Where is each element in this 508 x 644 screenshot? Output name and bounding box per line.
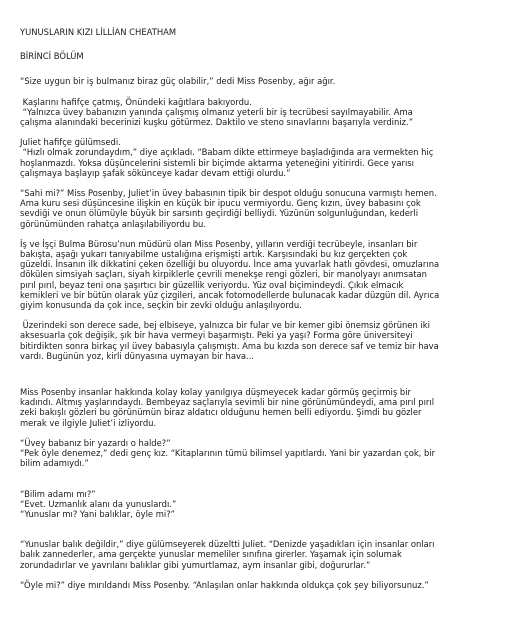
text-line: vardı. Bugünün yoz, kirli dünyasına uymayan bir hava... xyxy=(20,350,255,361)
paragraph xyxy=(20,76,498,86)
text-line: güzeldi. İnsanın ilk dikkatini çeken özelliği bu oluyordu. İnce ama yuvarlak hatlı gövdesi, omuzlarına xyxy=(20,259,440,270)
text-line: “Üvey babanız bir yazardı o halde?” xyxy=(20,437,171,448)
document-page xyxy=(20,27,498,600)
paragraph xyxy=(20,137,498,178)
paragraph xyxy=(20,580,498,590)
text-line: hoşlanmazdı. Yoksa düşüncelerini sistemli bir biçimde aktarma yeteneğini yitirirdi. Gece yarısı xyxy=(20,157,414,168)
text-line: “Yalnızca üvey babanızın yanında çalışmış olmanız yeterli bir iş tecrübesi sayılmayabilir. Ama xyxy=(20,106,413,117)
paragraph xyxy=(20,438,498,469)
text-line: “Yunuslar mı? Yani balıklar, öyle mi?” xyxy=(20,508,175,519)
text-line: “Evet. Uzmanlık alanı da yunuslardı.” xyxy=(20,498,177,509)
text-line: “Bilim adamı mı?” xyxy=(20,488,96,499)
book-title: YUNUSLARIN KIZI LİLLİAN CHEATHAM xyxy=(20,27,177,37)
text-line: “Öyle mi?” diye mırıldandı Miss Posenby. “Anlaşılan onlar hakkında oldukça çok şey biliyorsunuz.” xyxy=(20,579,429,590)
text-line: “Pek öyle denemez,” dedi genç kız. “Kitaplarının tümü bilimsel yapıtlardı. Yani bir yazardan çok, bir xyxy=(20,448,436,459)
paragraph xyxy=(20,539,498,570)
text-line: kemikleri ve bir bütün olarak yüz çizgileri, ancak fotomodellerde bulunacak kadar düzgün dil. Ayrıca xyxy=(20,289,440,300)
text-line: dökülen simsiyah saçları, siyah kirpiklerle çevrili menekşe rengi gözleri, bir manolyayı anımsatan xyxy=(20,269,427,280)
text-line: çalışmaya başlayıp şafak sökünceye kadar devam ettiği olurdu.” xyxy=(20,167,291,178)
text-line: Miss Posenby insanlar hakkında kolay kolay yanılgıya düşmeyecek kadar görmüş geçirmiş bir xyxy=(20,387,411,398)
text-line: zorundadırlar ve yavrılanı balıklar gibi yumurtlamaz, aym insanlar gibi, doğururlar.” xyxy=(20,559,371,570)
text-line: sevdiği ve onun ölümüyle büyük bir sarsıntı geçirdiği belliydi. Yüzünün solgunluğundan, kederli xyxy=(20,208,419,219)
chapter-heading: BİRİNCİ BÖLÜM xyxy=(20,51,84,62)
text-line: giyim konusunda da çok ince, seçkin bir zevki olduğu anlaşılıyordu. xyxy=(20,300,302,311)
paragraph xyxy=(20,320,498,361)
paragraph xyxy=(20,489,498,520)
text-line: merak ve ilgiyle Juliet’i izliyordu. xyxy=(20,417,157,428)
text-line: zeki bakışlı gözleri bu görünümün biraz aldatıcı olduğunu hemen belli ediyordu. Şimdi bu gözler xyxy=(20,407,422,418)
text-line: “Hızlı olmak zorundaydım,” diye açıkladı. “Babam dikte ettirmeye başladığında ara vermekten hiç xyxy=(20,147,434,158)
text-line: pırıl pırıl, beyaz teni ona şaşırtıcı bir güzellik veriyordu. Yüz oval biçimindeydi. Çıkık elmacık xyxy=(20,279,404,290)
text-line: “Sahi mi?” Miss Posenby, Juliet’in üvey babasının tipik bir despot olduğu sonucuna varmıştı hemen. xyxy=(20,188,437,199)
text-line: görünümünden rahatça anlaşılabiliyordu bu. xyxy=(20,218,207,229)
text-line: aksesuarla çok değişik, şık bir hava vermeyi başarmıştı. Peki ya yaşı? Forma göre üniversiteyi xyxy=(20,330,413,341)
paragraph xyxy=(20,188,498,229)
text-line: Üzerindeki son derece sade, bej elbiseye, yalnızca bir fular ve bir kemer gibi önemsiz görünen iki xyxy=(20,320,430,331)
text-line: kadındı. Altmış yaşlarındaydı. Bembeyaz saçlarıyla sevimli bir nine görünümündeydi, ama pırıl pırıl xyxy=(20,397,435,408)
text-line: “Size uygun bir iş bulmanız biraz güç olabilir,” dedi Miss Posenby, ağır ağır. xyxy=(20,76,336,87)
document-body xyxy=(20,76,498,590)
text-line: bitirdikten sonra birkaç yıl üvey babasıyla çalışmıştı. Ama bu kızda son derece saf ve temiz bir hava xyxy=(20,340,439,351)
text-line: bakışta, aşağı yukarı tanıyabilme ustalığına erişmişti artık. Karşısındaki bu kız gerçekten çok xyxy=(20,249,408,260)
paragraph xyxy=(20,387,498,428)
text-line: “Yunuslar balık değildir,” diye gülümseyerek düzeltti Juliet. “Denizde yaşadıkları için insanlar onları xyxy=(20,539,435,550)
paragraph xyxy=(20,239,498,310)
text-line: Kaşlarını hafifçe çatmış, Önündeki kağıtlara bakıyordu. xyxy=(20,96,252,107)
paragraph xyxy=(20,97,498,128)
text-line: balık zannederler, ama gerçekte yunuslar memeliler sınıfına girerler. Yaşamak için solumak xyxy=(20,549,402,560)
text-line: çalışma alanındaki becerinizi kuşku götürmez. Daktilo ve steno sınavlarını başarıyla verdiniz.” xyxy=(20,117,414,128)
text-line: Ama kuru sesi düşüncesine ilişkin en küçük bir ipucu vermiyordu. Genç kızın, üvey babasını çok xyxy=(20,198,421,209)
text-line: İş ve İşçi Bulma Bürosu’nun müdürü olan Miss Posenby, yılların verdiği tecrübeyle, insanları bir xyxy=(20,238,418,249)
text-line: bilim adamıydı.” xyxy=(20,458,89,469)
text-line: Juliet hafifçe gülümsedi. xyxy=(20,137,121,148)
